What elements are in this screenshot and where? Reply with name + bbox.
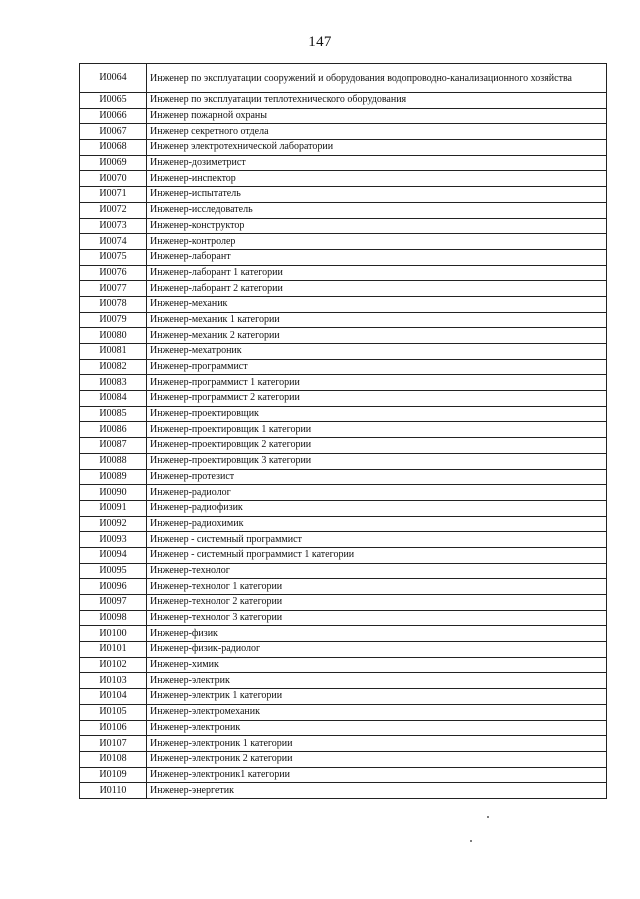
occupation-code-cell: И0088 [80, 453, 147, 469]
occupation-name-cell: Инженер-электромеханик [147, 704, 607, 720]
table-row [80, 124, 607, 140]
occupation-name-cell: Инженер-механик 2 категории [147, 328, 607, 344]
table-row [80, 202, 607, 218]
occupation-name-cell: Инженер электротехнической лаборатории [147, 140, 607, 156]
occupation-code-cell: И0098 [80, 610, 147, 626]
occupation-code-cell: И0095 [80, 563, 147, 579]
table-row [80, 579, 607, 595]
table-row [80, 532, 607, 548]
occupation-code-cell: И0091 [80, 500, 147, 516]
occupation-code-cell: И0071 [80, 187, 147, 203]
occupation-name-cell: Инженер по эксплуатации сооружений и оборудования водопроводно-канализационного хозяйства [147, 64, 607, 93]
occupation-code-cell: И0100 [80, 626, 147, 642]
table-row [80, 64, 607, 93]
table-row [80, 783, 607, 799]
table-row [80, 767, 607, 783]
table-row [80, 657, 607, 673]
occupation-code-cell: И0070 [80, 171, 147, 187]
occupation-code-table [79, 63, 607, 799]
occupation-name-cell: Инженер-физик-радиолог [147, 642, 607, 658]
table-row [80, 438, 607, 454]
table-row [80, 673, 607, 689]
occupation-code-cell: И0106 [80, 720, 147, 736]
occupation-code-cell: И0077 [80, 281, 147, 297]
occupation-code-cell: И0108 [80, 751, 147, 767]
occupation-code-cell: И0094 [80, 547, 147, 563]
occupation-name-cell: Инженер-протезист [147, 469, 607, 485]
occupation-name-cell: Инженер - системный программист [147, 532, 607, 548]
table-row [80, 704, 607, 720]
occupation-code-cell: И0089 [80, 469, 147, 485]
occupation-name-cell: Инженер-электроник 1 категории [147, 736, 607, 752]
occupation-code-cell: И0107 [80, 736, 147, 752]
occupation-name-cell: Инженер секретного отдела [147, 124, 607, 140]
occupation-name-cell: Инженер-программист [147, 359, 607, 375]
occupation-name-cell: Инженер-электроник 2 категории [147, 751, 607, 767]
table-row [80, 720, 607, 736]
occupation-code-cell: И0105 [80, 704, 147, 720]
occupation-code-cell: И0074 [80, 234, 147, 250]
occupation-name-cell: Инженер пожарной охраны [147, 108, 607, 124]
table-row [80, 218, 607, 234]
occupation-code-cell: И0092 [80, 516, 147, 532]
occupation-name-cell: Инженер-лаборант 2 категории [147, 281, 607, 297]
occupation-name-cell: Инженер-электроник1 категории [147, 767, 607, 783]
occupation-name-cell: Инженер-энергетик [147, 783, 607, 799]
occupation-code-cell: И0081 [80, 344, 147, 360]
occupation-code-cell: И0084 [80, 391, 147, 407]
table-row [80, 547, 607, 563]
occupation-code-cell: И0066 [80, 108, 147, 124]
occupation-code-cell: И0069 [80, 155, 147, 171]
occupation-name-cell: Инженер-химик [147, 657, 607, 673]
scan-speck [470, 840, 472, 842]
occupation-code-cell: И0097 [80, 595, 147, 611]
occupation-name-cell: Инженер-технолог [147, 563, 607, 579]
occupation-code-cell: И0109 [80, 767, 147, 783]
table-row [80, 312, 607, 328]
table-row [80, 140, 607, 156]
table-row [80, 406, 607, 422]
scan-speck [487, 816, 489, 818]
occupation-name-cell: Инженер-проектировщик 2 категории [147, 438, 607, 454]
occupation-name-cell: Инженер-технолог 1 категории [147, 579, 607, 595]
occupation-name-cell: Инженер-физик [147, 626, 607, 642]
page-number: 147 [308, 34, 332, 50]
table-row [80, 93, 607, 109]
occupation-name-cell: Инженер-исследователь [147, 202, 607, 218]
occupation-code-cell: И0096 [80, 579, 147, 595]
table-row [80, 500, 607, 516]
table-row [80, 375, 607, 391]
table-row [80, 689, 607, 705]
occupation-name-cell: Инженер-электрик [147, 673, 607, 689]
occupation-name-cell: Инженер-программист 2 категории [147, 391, 607, 407]
occupation-code-cell: И0065 [80, 93, 147, 109]
occupation-name-cell: Инженер-проектировщик 1 категории [147, 422, 607, 438]
occupation-code-cell: И0102 [80, 657, 147, 673]
occupation-name-cell: Инженер-проектировщик [147, 406, 607, 422]
table-row [80, 344, 607, 360]
occupation-code-cell: И0101 [80, 642, 147, 658]
table-row [80, 281, 607, 297]
table-row [80, 187, 607, 203]
table-row [80, 249, 607, 265]
table-row [80, 391, 607, 407]
table-row [80, 516, 607, 532]
occupation-code-cell: И0068 [80, 140, 147, 156]
occupation-code-cell: И0083 [80, 375, 147, 391]
table-row [80, 469, 607, 485]
table-row [80, 234, 607, 250]
occupation-name-cell: Инженер по эксплуатации теплотехнического оборудования [147, 93, 607, 109]
occupation-name-cell: Инженер-электроник [147, 720, 607, 736]
table-row [80, 155, 607, 171]
occupation-name-cell: Инженер-дозиметрист [147, 155, 607, 171]
occupation-code-cell: И0086 [80, 422, 147, 438]
table-row [80, 595, 607, 611]
table-row [80, 108, 607, 124]
occupation-name-cell: Инженер-испытатель [147, 187, 607, 203]
occupation-name-cell: Инженер-радиофизик [147, 500, 607, 516]
occupation-name-cell: Инженер - системный программист 1 категории [147, 547, 607, 563]
occupation-name-cell: Инженер-лаборант 1 категории [147, 265, 607, 281]
table-row [80, 751, 607, 767]
occupation-name-cell: Инженер-радиолог [147, 485, 607, 501]
table-row [80, 422, 607, 438]
table-row [80, 359, 607, 375]
occupation-name-cell: Инженер-радиохимик [147, 516, 607, 532]
table-row [80, 736, 607, 752]
table-row [80, 626, 607, 642]
occupation-code-cell: И0110 [80, 783, 147, 799]
table-row [80, 171, 607, 187]
table-body [80, 64, 607, 799]
occupation-code-cell: И0073 [80, 218, 147, 234]
occupation-code-cell: И0067 [80, 124, 147, 140]
occupation-name-cell: Инженер-технолог 2 категории [147, 595, 607, 611]
occupation-code-cell: И0064 [80, 64, 147, 93]
table-row [80, 296, 607, 312]
occupation-code-cell: И0078 [80, 296, 147, 312]
occupation-code-cell: И0087 [80, 438, 147, 454]
occupation-code-cell: И0093 [80, 532, 147, 548]
table-row [80, 485, 607, 501]
occupation-code-cell: И0082 [80, 359, 147, 375]
occupation-code-cell: И0085 [80, 406, 147, 422]
occupation-name-cell: Инженер-технолог 3 категории [147, 610, 607, 626]
occupation-name-cell: Инженер-инспектор [147, 171, 607, 187]
occupation-name-cell: Инженер-электрик 1 категории [147, 689, 607, 705]
occupation-name-cell: Инженер-проектировщик 3 категории [147, 453, 607, 469]
occupation-name-cell: Инженер-конструктор [147, 218, 607, 234]
occupation-name-cell: Инженер-мехатроник [147, 344, 607, 360]
table-row [80, 328, 607, 344]
table-row [80, 642, 607, 658]
occupation-name-cell: Инженер-механик [147, 296, 607, 312]
occupation-code-cell: И0104 [80, 689, 147, 705]
occupation-code-cell: И0076 [80, 265, 147, 281]
occupation-code-cell: И0072 [80, 202, 147, 218]
occupation-code-cell: И0103 [80, 673, 147, 689]
occupation-name-cell: Инженер-программист 1 категории [147, 375, 607, 391]
table-row [80, 453, 607, 469]
occupation-code-cell: И0080 [80, 328, 147, 344]
occupation-code-cell: И0075 [80, 249, 147, 265]
occupation-name-cell: Инженер-механик 1 категории [147, 312, 607, 328]
table-row [80, 265, 607, 281]
occupation-name-cell: Инженер-контролер [147, 234, 607, 250]
occupation-code-cell: И0090 [80, 485, 147, 501]
occupation-code-cell: И0079 [80, 312, 147, 328]
table-row [80, 610, 607, 626]
occupation-name-cell: Инженер-лаборант [147, 249, 607, 265]
table-row [80, 563, 607, 579]
